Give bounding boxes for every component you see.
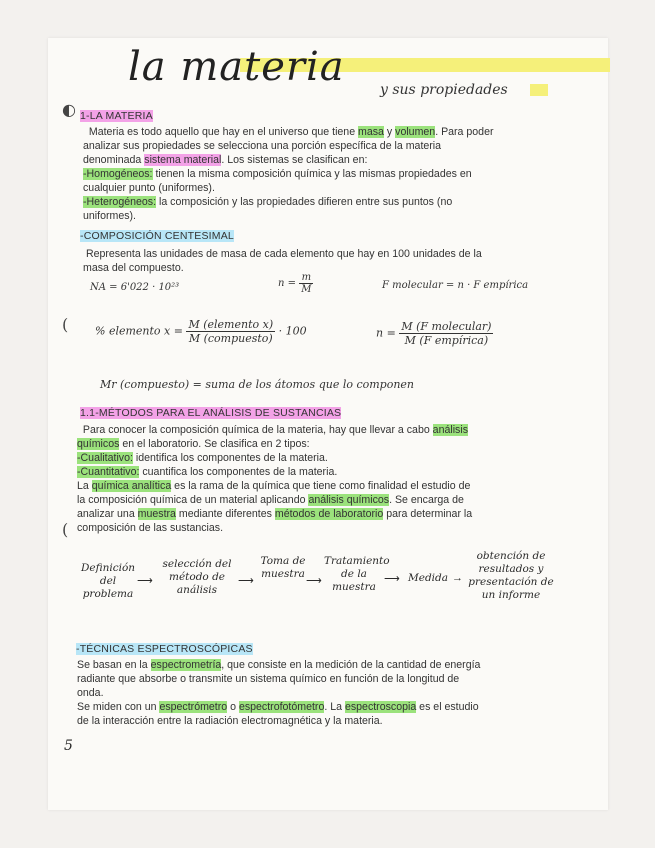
subtitle-highlight xyxy=(530,84,548,96)
page-title: la materia xyxy=(128,44,345,90)
arrow-right-icon: ⟶ xyxy=(238,575,254,587)
arrow-right-icon: → xyxy=(452,572,463,584)
section-tecnicas-text: Se basan en la espectrometría, que consiste en la medición de la cantidad de energía radiante que absorbe o transmite un sistema químico en función de la longitud de onda. Se miden con un espectrómetro o espectrofotómetro. La espectroscopia es el estudio de la interacción entre la radiación electromagnética y la materia. xyxy=(77,659,481,727)
section-heading-metodos: 1.1-MÉTODOS PARA EL ANÁLISIS DE SUSTANCIAS xyxy=(80,407,342,419)
moles-formula: n = $\frac{m}{M}$ xyxy=(278,272,312,295)
section-metodos-text: Para conocer la composición química de la materia, hay que llevar a cabo análisis químicos en el laboratorio. Se clasifica en 2 tipos: -Cualitativo: identifica los componentes de la materia. -Cuantitativo: cuantifica los componentes de la materia. La química analítica es la rama de la química que tiene como finalidad el estudio de la composición química de un material aplicando análisis químicos. Se encarga de analizar una muestra mediante diferentes métodos de laboratorio para determinar la composición de las sustancias. xyxy=(77,424,473,534)
page-number: 5 xyxy=(64,738,73,754)
section-heading-materia: 1-LA MATERIA xyxy=(80,110,153,122)
percent-element-formula: % elemento x = $\frac{\text{M (elemento x)}}{\text{M (compuesto)}}$ · 100 xyxy=(95,318,307,345)
flow-step-seleccion: selección del método de análisis xyxy=(162,558,232,596)
flow-step-medida: Medida xyxy=(408,572,449,584)
section-materia-text: Materia es todo aquello que hay en el universo que tiene masa y volumen. Para poder analizar sus propiedades se selecciona una porción específica de la materia denominada sistema material. Los sistemas se clasifican en: -Homogéneos: tienen la misma composición química y las mismas propiedades en cualquier punto (uniformes). -Heterogéneos: la composición y las propiedades difieren entre sus puntos (no uniformes). xyxy=(83,126,494,222)
avogadro-formula: NA = 6'022 · 10²³ xyxy=(90,282,180,293)
flow-step-toma: Toma de muestra xyxy=(260,555,306,580)
page-subtitle: y sus propiedades xyxy=(380,82,508,98)
molecular-formula-relation: F molecular = n · F empírica xyxy=(382,280,529,291)
margin-mark-icon: ( xyxy=(62,520,69,539)
margin-mark-icon: ( xyxy=(62,315,69,334)
margin-mark-icon: ◐ xyxy=(62,100,76,119)
flow-step-tratamiento: Tratamiento de la muestra xyxy=(324,555,390,593)
section-heading-tecnicas: -TÉCNICAS ESPECTROSCÓPICAS xyxy=(76,643,253,655)
n-formula-empirical: n = $\frac{\text{M (F molecular)}}{\text{M (F empírica)}}$ xyxy=(376,320,492,347)
arrow-right-icon: ⟶ xyxy=(306,575,322,587)
flow-step-resultados: obtención de resultados y presentación de un informe xyxy=(468,550,554,601)
arrow-right-icon: ⟶ xyxy=(137,575,153,587)
mr-definition: Mr (compuesto) = suma de los átomos que lo componen xyxy=(100,378,415,391)
arrow-right-icon: ⟶ xyxy=(384,573,400,585)
flow-step-definicion: Definición del problema xyxy=(80,562,136,600)
section-heading-composicion: -COMPOSICIÓN CENTESIMAL xyxy=(80,230,234,242)
section-composicion-text: Representa las unidades de masa de cada elemento que hay en 100 unidades de la masa del compuesto. xyxy=(83,248,482,274)
